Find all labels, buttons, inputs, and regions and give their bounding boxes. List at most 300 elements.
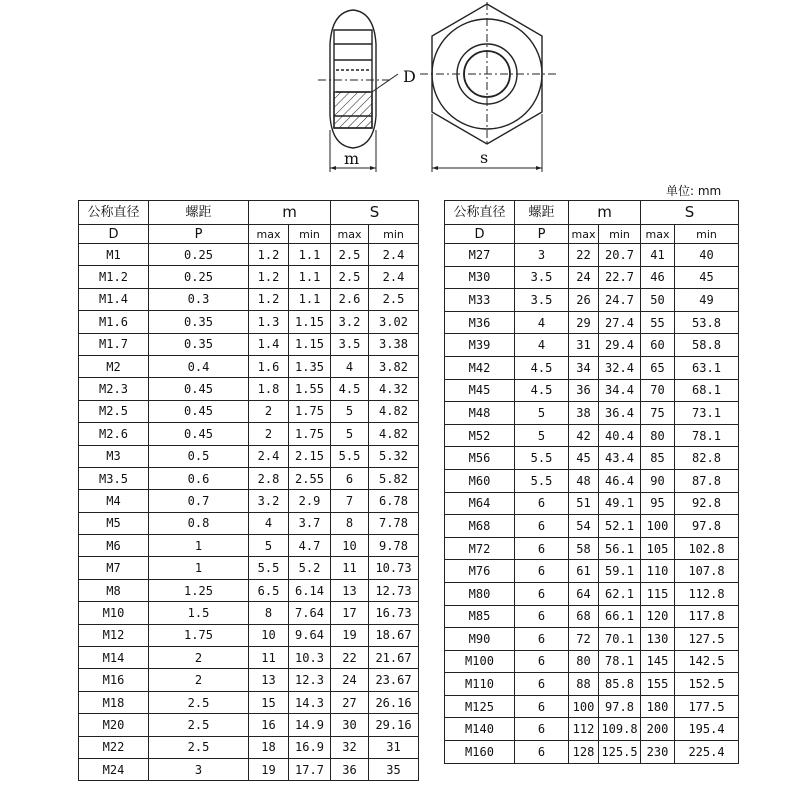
cell-m-max: 5 (249, 535, 289, 557)
table-row (79, 445, 419, 467)
cell-thread-size: M2 (79, 355, 149, 377)
cell-pitch: 0.45 (149, 400, 249, 422)
header-s: S (331, 201, 419, 225)
cell-s-min: 4.32 (369, 378, 419, 400)
cell-pitch: 3.5 (515, 266, 569, 289)
cell-s-min: 107.8 (675, 560, 739, 583)
cell-thread-size: M1.2 (79, 266, 149, 288)
cell-pitch: 5 (515, 424, 569, 447)
cell-thread-size: M125 (445, 695, 515, 718)
spec-table-left (78, 200, 419, 781)
cell-pitch: 0.5 (149, 445, 249, 467)
cell-m-min: 12.3 (289, 669, 331, 691)
cell-m-max: 19 (249, 758, 289, 780)
cell-s-min: 63.1 (675, 356, 739, 379)
cell-pitch: 6 (515, 582, 569, 605)
table-row (79, 288, 419, 310)
header-pitch: 螺距 (149, 201, 249, 225)
header-s-min: min (369, 225, 419, 244)
cell-m-min: 17.7 (289, 758, 331, 780)
cell-pitch: 6 (515, 628, 569, 651)
table-row (445, 244, 739, 267)
cell-m-min: 6.14 (289, 579, 331, 601)
cell-m-min: 22.7 (599, 266, 641, 289)
cell-s-max: 155 (641, 673, 675, 696)
cell-thread-size: M110 (445, 673, 515, 696)
cell-m-min: 32.4 (599, 356, 641, 379)
cell-s-min: 117.8 (675, 605, 739, 628)
cell-thread-size: M27 (445, 244, 515, 267)
cell-s-max: 32 (331, 736, 369, 758)
cell-pitch: 0.7 (149, 490, 249, 512)
header-nominal-dia: 公称直径 (445, 201, 515, 225)
header-nominal-dia: 公称直径 (79, 201, 149, 225)
cell-thread-size: M6 (79, 535, 149, 557)
cell-m-min: 52.1 (599, 515, 641, 538)
cell-thread-size: M12 (79, 624, 149, 646)
cell-thread-size: M3 (79, 445, 149, 467)
cell-m-min: 70.1 (599, 628, 641, 651)
table-row (445, 515, 739, 538)
table-row (79, 557, 419, 579)
table-row (79, 423, 419, 445)
cell-thread-size: M7 (79, 557, 149, 579)
table-row (79, 669, 419, 691)
cell-m-min: 14.3 (289, 691, 331, 713)
cell-s-max: 41 (641, 244, 675, 267)
cell-s-max: 110 (641, 560, 675, 583)
cell-s-min: 73.1 (675, 402, 739, 425)
cell-s-max: 4 (331, 355, 369, 377)
cell-s-max: 17 (331, 602, 369, 624)
cell-pitch: 5.5 (515, 447, 569, 470)
table-row (445, 311, 739, 334)
cell-s-min: 5.82 (369, 467, 419, 489)
table-row (79, 311, 419, 333)
cell-thread-size: M36 (445, 311, 515, 334)
table-row (79, 758, 419, 780)
cell-m-min: 1.55 (289, 378, 331, 400)
header-d-symbol: D (79, 225, 149, 244)
cell-pitch: 2 (149, 669, 249, 691)
table-row (79, 355, 419, 377)
cell-m-max: 34 (569, 356, 599, 379)
cell-m-max: 13 (249, 669, 289, 691)
cell-s-max: 130 (641, 628, 675, 651)
cell-pitch: 2.5 (149, 691, 249, 713)
cell-s-max: 60 (641, 334, 675, 357)
cell-s-min: 40 (675, 244, 739, 267)
cell-m-min: 36.4 (599, 402, 641, 425)
cell-m-min: 10.3 (289, 647, 331, 669)
cell-m-max: 112 (569, 718, 599, 741)
cell-m-max: 54 (569, 515, 599, 538)
cell-thread-size: M3.5 (79, 467, 149, 489)
cell-m-max: 58 (569, 537, 599, 560)
header-s-min: min (675, 225, 739, 244)
cell-s-max: 5.5 (331, 445, 369, 467)
cell-m-min: 109.8 (599, 718, 641, 741)
table-row (445, 741, 739, 764)
table-row (445, 379, 739, 402)
cell-s-max: 95 (641, 492, 675, 515)
cell-s-max: 105 (641, 537, 675, 560)
cell-s-max: 90 (641, 469, 675, 492)
cell-s-min: 152.5 (675, 673, 739, 696)
cell-m-max: 3.2 (249, 490, 289, 512)
cell-pitch: 5 (515, 402, 569, 425)
cell-thread-size: M18 (79, 691, 149, 713)
cell-thread-size: M160 (445, 741, 515, 764)
cell-thread-size: M1.7 (79, 333, 149, 355)
cell-pitch: 0.25 (149, 266, 249, 288)
cell-pitch: 0.6 (149, 467, 249, 489)
cell-s-max: 230 (641, 741, 675, 764)
cell-s-min: 31 (369, 736, 419, 758)
cell-m-min: 49.1 (599, 492, 641, 515)
cell-m-max: 51 (569, 492, 599, 515)
cell-m-min: 85.8 (599, 673, 641, 696)
table-row (79, 266, 419, 288)
cell-thread-size: M5 (79, 512, 149, 534)
cell-pitch: 1 (149, 535, 249, 557)
cell-m-min: 1.75 (289, 423, 331, 445)
cell-m-max: 4 (249, 512, 289, 534)
cell-s-min: 7.78 (369, 512, 419, 534)
table-row (445, 673, 739, 696)
cell-m-min: 34.4 (599, 379, 641, 402)
cell-m-max: 61 (569, 560, 599, 583)
table-row (79, 714, 419, 736)
cell-s-min: 78.1 (675, 424, 739, 447)
cell-thread-size: M39 (445, 334, 515, 357)
cell-m-min: 66.1 (599, 605, 641, 628)
cell-s-max: 19 (331, 624, 369, 646)
table-row (445, 628, 739, 651)
header-s-max: max (331, 225, 369, 244)
cell-pitch: 3.5 (515, 289, 569, 312)
cell-thread-size: M30 (445, 266, 515, 289)
cell-thread-size: M1.6 (79, 311, 149, 333)
cell-s-min: 2.5 (369, 288, 419, 310)
cell-m-max: 1.3 (249, 311, 289, 333)
header-m-min: min (599, 225, 641, 244)
cell-pitch: 6 (515, 560, 569, 583)
cell-s-max: 50 (641, 289, 675, 312)
cell-s-min: 4.82 (369, 423, 419, 445)
cell-m-max: 68 (569, 605, 599, 628)
cell-s-max: 11 (331, 557, 369, 579)
cell-s-max: 65 (641, 356, 675, 379)
cell-s-min: 3.38 (369, 333, 419, 355)
cell-pitch: 6 (515, 650, 569, 673)
cell-s-min: 45 (675, 266, 739, 289)
cell-s-min: 68.1 (675, 379, 739, 402)
header-m: m (249, 201, 331, 225)
table-row (445, 695, 739, 718)
cell-s-min: 142.5 (675, 650, 739, 673)
table-row (79, 378, 419, 400)
cell-pitch: 6 (515, 695, 569, 718)
cell-thread-size: M80 (445, 582, 515, 605)
cell-s-min: 177.5 (675, 695, 739, 718)
table-row (445, 424, 739, 447)
cell-m-max: 5.5 (249, 557, 289, 579)
cell-pitch: 0.3 (149, 288, 249, 310)
label-D: D (403, 67, 416, 86)
label-s: s (480, 148, 489, 167)
cell-thread-size: M2.5 (79, 400, 149, 422)
cell-m-min: 1.1 (289, 266, 331, 288)
table-row (445, 582, 739, 605)
cell-s-min: 3.02 (369, 311, 419, 333)
cell-thread-size: M45 (445, 379, 515, 402)
cell-m-min: 2.55 (289, 467, 331, 489)
table-row (445, 334, 739, 357)
cell-m-min: 1.1 (289, 244, 331, 266)
cell-thread-size: M60 (445, 469, 515, 492)
cell-s-max: 5 (331, 400, 369, 422)
table-row (445, 718, 739, 741)
cell-m-max: 128 (569, 741, 599, 764)
table-row (445, 537, 739, 560)
cell-thread-size: M48 (445, 402, 515, 425)
cell-m-max: 2.8 (249, 467, 289, 489)
cell-thread-size: M68 (445, 515, 515, 538)
cell-s-min: 2.4 (369, 244, 419, 266)
cell-s-min: 5.32 (369, 445, 419, 467)
cell-thread-size: M8 (79, 579, 149, 601)
cell-pitch: 0.8 (149, 512, 249, 534)
cell-s-max: 8 (331, 512, 369, 534)
cell-thread-size: M52 (445, 424, 515, 447)
cell-thread-size: M24 (79, 758, 149, 780)
cell-m-min: 27.4 (599, 311, 641, 334)
cell-pitch: 6 (515, 537, 569, 560)
cell-s-min: 18.67 (369, 624, 419, 646)
cell-m-min: 43.4 (599, 447, 641, 470)
table-row (445, 469, 739, 492)
cell-s-min: 9.78 (369, 535, 419, 557)
cell-m-max: 1.2 (249, 266, 289, 288)
header-m: m (569, 201, 641, 225)
cell-thread-size: M76 (445, 560, 515, 583)
table-row (79, 691, 419, 713)
table-row (79, 467, 419, 489)
cell-thread-size: M1.4 (79, 288, 149, 310)
cell-s-min: 58.8 (675, 334, 739, 357)
cell-s-max: 6 (331, 467, 369, 489)
cell-s-max: 2.5 (331, 266, 369, 288)
cell-m-min: 56.1 (599, 537, 641, 560)
cell-m-max: 38 (569, 402, 599, 425)
cell-m-min: 14.9 (289, 714, 331, 736)
cell-thread-size: M100 (445, 650, 515, 673)
cell-s-max: 5 (331, 423, 369, 445)
table-row (79, 647, 419, 669)
cell-m-min: 9.64 (289, 624, 331, 646)
cell-m-min: 1.1 (289, 288, 331, 310)
cell-pitch: 0.35 (149, 333, 249, 355)
header-s: S (641, 201, 739, 225)
cell-m-min: 46.4 (599, 469, 641, 492)
cell-m-min: 1.15 (289, 333, 331, 355)
cell-pitch: 6 (515, 515, 569, 538)
cell-thread-size: M16 (79, 669, 149, 691)
cell-m-max: 22 (569, 244, 599, 267)
cell-pitch: 6 (515, 492, 569, 515)
cell-s-min: 23.67 (369, 669, 419, 691)
cell-s-min: 4.82 (369, 400, 419, 422)
table-row (79, 333, 419, 355)
cell-m-min: 4.7 (289, 535, 331, 557)
header-m-min: min (289, 225, 331, 244)
cell-s-max: 100 (641, 515, 675, 538)
label-m: m (344, 149, 360, 168)
cell-s-min: 53.8 (675, 311, 739, 334)
cell-s-max: 115 (641, 582, 675, 605)
cell-s-min: 82.8 (675, 447, 739, 470)
cell-s-max: 75 (641, 402, 675, 425)
cell-s-max: 55 (641, 311, 675, 334)
cell-s-min: 87.8 (675, 469, 739, 492)
header-d-symbol: D (445, 225, 515, 244)
cell-s-max: 120 (641, 605, 675, 628)
cell-pitch: 1 (149, 557, 249, 579)
cell-s-max: 200 (641, 718, 675, 741)
cell-m-min: 5.2 (289, 557, 331, 579)
cell-pitch: 0.45 (149, 423, 249, 445)
cell-s-max: 180 (641, 695, 675, 718)
table-row (79, 535, 419, 557)
cell-m-max: 100 (569, 695, 599, 718)
cell-pitch: 4.5 (515, 356, 569, 379)
cell-s-min: 97.8 (675, 515, 739, 538)
cell-thread-size: M85 (445, 605, 515, 628)
unit-note: 单位: mm (666, 184, 722, 198)
cell-pitch: 2 (149, 647, 249, 669)
cell-m-min: 24.7 (599, 289, 641, 312)
cell-thread-size: M10 (79, 602, 149, 624)
cell-thread-size: M22 (79, 736, 149, 758)
cell-m-max: 1.4 (249, 333, 289, 355)
cell-m-min: 2.15 (289, 445, 331, 467)
hex-nut-drawing (0, 0, 800, 200)
cell-s-max: 30 (331, 714, 369, 736)
cell-s-max: 3.2 (331, 311, 369, 333)
cell-m-min: 40.4 (599, 424, 641, 447)
cell-pitch: 6 (515, 718, 569, 741)
cell-s-max: 85 (641, 447, 675, 470)
cell-s-max: 145 (641, 650, 675, 673)
cell-thread-size: M20 (79, 714, 149, 736)
table-row (79, 512, 419, 534)
cell-s-min: 16.73 (369, 602, 419, 624)
header-p-symbol: P (149, 225, 249, 244)
cell-s-min: 102.8 (675, 537, 739, 560)
table-row (79, 624, 419, 646)
cell-s-max: 10 (331, 535, 369, 557)
cell-m-max: 8 (249, 602, 289, 624)
cell-s-min: 35 (369, 758, 419, 780)
cell-m-max: 45 (569, 447, 599, 470)
table-row (445, 402, 739, 425)
cell-m-max: 26 (569, 289, 599, 312)
cell-s-max: 80 (641, 424, 675, 447)
cell-pitch: 6 (515, 741, 569, 764)
cell-m-max: 2.4 (249, 445, 289, 467)
cell-s-max: 27 (331, 691, 369, 713)
table-row (79, 400, 419, 422)
cell-thread-size: M2.3 (79, 378, 149, 400)
cell-thread-size: M4 (79, 490, 149, 512)
cell-pitch: 6 (515, 673, 569, 696)
cell-m-max: 88 (569, 673, 599, 696)
cell-s-min: 10.73 (369, 557, 419, 579)
table-row (445, 266, 739, 289)
table-row (445, 650, 739, 673)
cell-pitch: 0.25 (149, 244, 249, 266)
cell-s-min: 2.4 (369, 266, 419, 288)
cell-s-min: 21.67 (369, 647, 419, 669)
table-row (79, 736, 419, 758)
cell-s-max: 24 (331, 669, 369, 691)
cell-pitch: 0.35 (149, 311, 249, 333)
cell-m-min: 59.1 (599, 560, 641, 583)
cell-pitch: 1.25 (149, 579, 249, 601)
cell-s-min: 195.4 (675, 718, 739, 741)
cell-s-max: 13 (331, 579, 369, 601)
cell-pitch: 2.5 (149, 736, 249, 758)
cell-s-max: 70 (641, 379, 675, 402)
cell-m-min: 1.35 (289, 355, 331, 377)
table-row (445, 289, 739, 312)
header-m-max: max (569, 225, 599, 244)
cell-m-max: 80 (569, 650, 599, 673)
table-row (79, 602, 419, 624)
cell-m-min: 62.1 (599, 582, 641, 605)
cell-m-max: 6.5 (249, 579, 289, 601)
table-row (79, 244, 419, 266)
cell-pitch: 4 (515, 311, 569, 334)
cell-thread-size: M42 (445, 356, 515, 379)
cell-m-min: 29.4 (599, 334, 641, 357)
cell-pitch: 5.5 (515, 469, 569, 492)
cell-s-min: 127.5 (675, 628, 739, 651)
cell-s-min: 6.78 (369, 490, 419, 512)
header-m-max: max (249, 225, 289, 244)
table-row (79, 490, 419, 512)
cell-m-min: 1.15 (289, 311, 331, 333)
cell-pitch: 3 (149, 758, 249, 780)
cell-pitch: 0.4 (149, 355, 249, 377)
cell-s-max: 4.5 (331, 378, 369, 400)
cell-m-min: 16.9 (289, 736, 331, 758)
cell-m-max: 72 (569, 628, 599, 651)
cell-s-max: 36 (331, 758, 369, 780)
table-row (445, 447, 739, 470)
cell-s-max: 2.6 (331, 288, 369, 310)
cell-s-max: 46 (641, 266, 675, 289)
cell-m-max: 29 (569, 311, 599, 334)
cell-m-min: 3.7 (289, 512, 331, 534)
cell-s-min: 12.73 (369, 579, 419, 601)
side-view (318, 10, 398, 172)
cell-m-min: 2.9 (289, 490, 331, 512)
cell-m-max: 1.2 (249, 288, 289, 310)
table-row (445, 492, 739, 515)
cell-s-max: 3.5 (331, 333, 369, 355)
